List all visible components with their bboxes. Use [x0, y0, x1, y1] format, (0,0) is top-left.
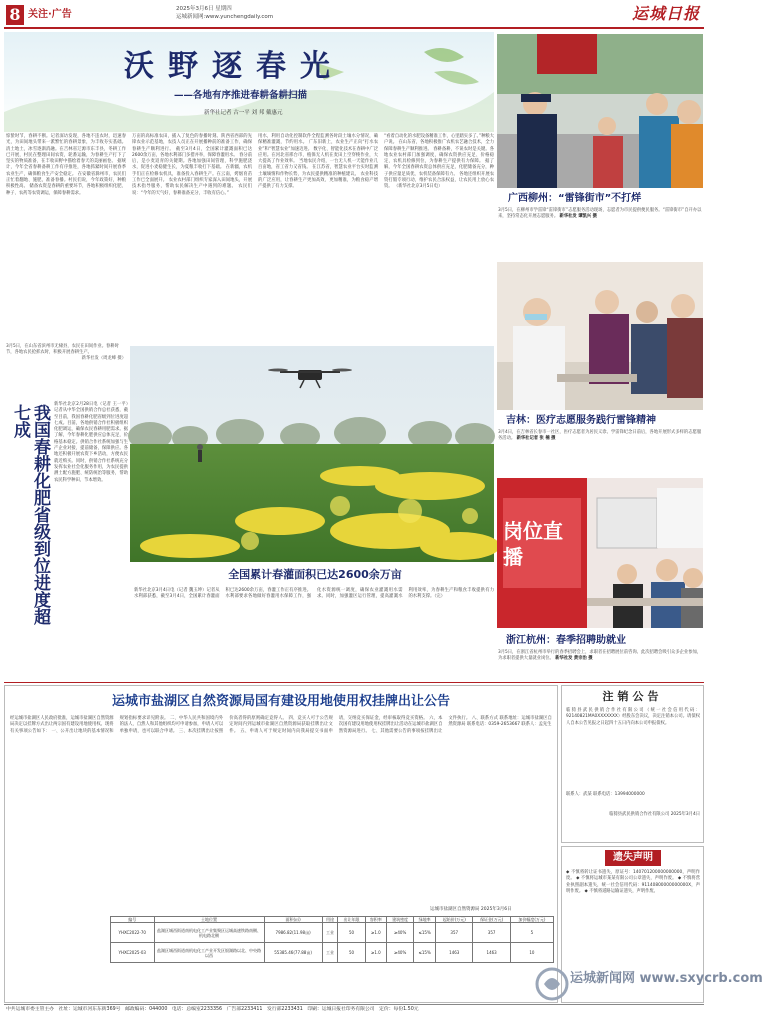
- main-story-title: 沃野逐春光: [124, 49, 344, 84]
- hangzhou-banner: 岗位直播: [503, 519, 563, 569]
- cell-increment: 10: [510, 943, 553, 963]
- cell-term: 50: [338, 923, 365, 943]
- fertilizer-story-title-block: [10, 404, 52, 644]
- land-table: [110, 916, 554, 963]
- main-story-col-3: 用水，利用自动化控制软件全程监测各时段土壤水分情况，确保精准灌溉，节约用水。 广东旧新上，农业生产正向“打水农业”和“智慧农业”加速迈进。 数字化、智能化技术在春耕中广泛应用。在河北省邢台市，植保无人机在麦田上空穿梭作业，大大提高了作业效率。 当地农民介绍，一台无人机一天能作业几百亩地，省工省力又省钱。 在江苏省，智慧农业平台实时监测土壤墒情和作物长势，为农民提供精准的种植建议。 农业科技的广泛应用，让春耕生产更加高效、更加精准，为粮食稳产增产提供了有力支撑。: [258, 134, 378, 190]
- cell-plot-ratio: ≥1.0: [365, 923, 386, 943]
- website-text: 运城新闻网:www.yunchengdaily.com: [176, 14, 274, 20]
- cell-use: 工业: [322, 943, 338, 963]
- footer-item: 定价：每份1.50元: [379, 1007, 419, 1012]
- section-title: 关注·广告: [28, 9, 72, 20]
- cancel-notice-text: 临猗县武民供销合作社有限公司（统一社会信用代码：92140821MA0XXXXXXX）经股东会决议，决定注销本公司。请债权人自本公告见报之日起四十五日内向本公司申报债权。: [566, 708, 700, 726]
- liuzhou-credit: 新华社发 谭凯兴 摄: [559, 214, 597, 220]
- cell-plot-ratio: ≥1.0: [365, 943, 386, 963]
- th-plot-ratio: 容积率: [365, 917, 386, 923]
- th-use: 用途: [322, 917, 338, 923]
- cell-location: 盐湖区城西街道南机电化工产业集聚区运城高速铁路南侧、机电路北侧: [154, 923, 264, 943]
- paper-logo: 运城日报: [631, 4, 700, 23]
- main-photo-caption-text: 3月5日，在山东省滨州市无棣县，农民在田间作业。春耕时节，各地农民抢抓农时，积极开展春耕生产。: [6, 344, 119, 356]
- jilin-image: [497, 262, 703, 410]
- jilin-credit: 新华社记者 张 楠 摄: [516, 436, 556, 442]
- cell-green-rate: ≤15%: [414, 923, 436, 943]
- drone-field-image: [130, 346, 494, 562]
- liuzhou-caption: [498, 208, 704, 236]
- watermark-text: 运城新闻网 www.sxycrb.com: [570, 971, 763, 986]
- cell-start-price: 1463: [436, 943, 473, 963]
- th-deposit: 保证金(万元): [473, 917, 510, 923]
- th-increment: 加价幅度(万元): [510, 917, 553, 923]
- main-story-col-2: 万亩的高标准农田，插入了复色的春播时刻。陕西省西部的先锋农业示范基地，农技人员正在开展播种前的准备工作，确保春耕生产顺利进行。 截至3月4日，全国累计灌溉面积已达2600余万亩，各地水利部门多措并举，保障春灌用水。 春分前后，是小麦返青的关键期。各地加强田间管理，科学施肥浇水，促进小麦稳健生长，为夏粮丰收打下基础。 在新疆，农机手们正在检修农机具，准备投入春耕生产。在云南，烤烟育苗工作已全面展开。 农业农村部门组织专家深入田间地头，开展技术指导服务，帮助农民解决生产中遇到的难题。 农民们说：“今年的天气好，春耕准备充分，丰收有信心。”: [132, 134, 252, 196]
- main-photo-credit: 新华社发（周龙峰 摄）: [81, 356, 126, 362]
- footer-item: 印刷：运城日报社印务有限公司: [307, 1007, 375, 1012]
- irrigation-story-text: 新华社北京3月4日电（记者 魏玉坤）记者从水利部获悉，截至3月4日，全国累计春灌面积已达2600余万亩，春灌工作正有序推进。水利部要求各地做好春灌用水保障工作，强化水资源统一调度，确保农业灌溉用水需求。同时，加强灌区运行管理，提高灌溉水利用效率，为春耕生产和粮食丰收提供有力的水利支撑。（完）: [134, 588, 494, 600]
- th-start-price: 起始价(万元): [436, 917, 473, 923]
- header-rule: [4, 27, 704, 29]
- cell-code: YHXC2025-03: [111, 943, 155, 963]
- cell-area: 7986.82(11.98亩): [264, 923, 322, 943]
- fertilizer-story-title: 我国春耕化肥省级到位进度超七成: [10, 404, 50, 625]
- footer-rule: [4, 1004, 704, 1005]
- cell-density: ≥40%: [387, 923, 414, 943]
- table-row: [111, 943, 554, 963]
- page-number: 8: [6, 5, 24, 25]
- jilin-title: 吉林：医疗志愿服务践行雷锋精神: [506, 415, 656, 426]
- footer-item: 邮政编码：044000: [125, 1007, 168, 1012]
- lost-notice-title: 遗失声明: [605, 850, 661, 866]
- main-story-col-4: “看着自动化的水肥设备精准工作，心里踏实多了。”种粮大户说。 在山东省，各地积极推广农机农艺融合技术，全力保障春耕生产顺利推进。 春耕备耕，不误农时是关键。各地农业农村部门加强调度，确保农资供应充足、价格稳定，农机具检修到位，为春耕生产提供有力保障。 据了解，今年全国春耕农资总体供应充足，化肥储备充分，种子供应量足质优，农机装备保障有力。 各地还组织开展农资打假专项行动，维护农民合法权益，让农民用上放心农资。 （新华社北京3月5日电）: [384, 134, 494, 190]
- th-green-rate: 绿地率: [414, 917, 436, 923]
- land-notice-title: 运城市盐湖区自然资源局国有建设用地使用权挂牌出让公告: [111, 694, 450, 709]
- cancel-notice-title: 注销公告: [602, 690, 663, 703]
- footer-bar: [6, 1006, 706, 1014]
- cell-location: 盐湖区城西街道南机电化工产业开发区银湖路以北、中央路以西: [154, 943, 264, 963]
- cell-density: ≥40%: [387, 943, 414, 963]
- hangzhou-caption-text: 3月5日，在浙江省杭州市举行的春季招聘会上，求职者在招聘展位前咨询。此次招聘会吸引众多企业参加，为求职者提供大量就业岗位。: [498, 650, 702, 662]
- watermark-logo-icon: [534, 966, 570, 1002]
- liuzhou-caption-text: 3月5日，在柳州市学雷锋“雷锋街市”志愿服务活动现场，志愿者为市民提供便民服务。“雷锋街市”自开办以来，坚持常态化开展志愿服务。: [498, 208, 702, 220]
- th-code: 编号: [111, 917, 155, 923]
- irrigation-story-title: 全国累计春灌面积已达2600余万亩: [228, 568, 402, 581]
- jilin-caption-text: 3月4日，在吉林省长春市一社区，医疗志愿者为居民义诊。学雷锋纪念日前后，各地开展形式多样的志愿服务活动。: [498, 430, 702, 442]
- cancel-notice-signoff: 临猗县武民供销合作社有限公司 2025年3月4日: [609, 812, 700, 817]
- main-story-subtitle: ——各地有序推进春耕备耕扫描: [174, 90, 308, 101]
- hangzhou-caption: [498, 650, 704, 678]
- land-notice-text: 经运城市盐湖区人民政府批准，运城市盐湖区自然资源局决定以挂牌方式出让两宗国有建设用地使用权。现将有关事项公告如下： 一、公开出让地块的基本情况和规划指标要求详见附表。 二、中华人民共和国境内外的法人、自然人和其他组织均可申请参加，申请人可以单独申请，也可以联合申请。 三、本次挂牌出让按照价高者得的原则确定竞得人。 四、竞买人可于公告规定时间内到运城市盐湖区自然资源局获取挂牌出让文件。 五、申请人可于规定时间内向我局提交书面申请，交纳竞买保证金，经审核取得竞买资格。 六、本次国有建设用地使用权挂牌出让活动在运城市盐湖区自然资源局进行。 七、其他需要公告的事项按挂牌出让文件执行。 八、联系方式 联系地址：运城市盐湖区自然资源局 联系电话：0359-2653667 联系人：孟先生: [10, 716, 552, 734]
- footer-item: 社址：运城市河东东街369号: [58, 1007, 121, 1012]
- hangzhou-credit: 新华社发 黄宗治 摄: [555, 656, 593, 662]
- main-story-byline: 新华社记者 古一平 刘 邦 戴惠元: [204, 110, 283, 116]
- cell-start-price: 357: [436, 923, 473, 943]
- cell-increment: 5: [510, 923, 553, 943]
- footer-item: 广告部2233411: [226, 1007, 263, 1012]
- hangzhou-photo: [497, 478, 703, 628]
- table-row: [111, 923, 554, 943]
- hangzhou-title: 浙江杭州：春季招聘助就业: [506, 635, 626, 646]
- th-term: 出让年限: [338, 917, 365, 923]
- cell-deposit: 1463: [473, 943, 510, 963]
- main-story-col-1: 惊蛰时节，春耕不断。记者深访发现，各地不违农时，迅速春光，为田间地头带来一派繁忙的春耕景象，为丰收夯实基础。 清土地土，冰雪逐渐消融。在吉林省辽源市东丰县，冬耕工作已开展，村民在整理田间农资，轮番运输，为春耕生产打下了坚实的物质准备，在丰收田野中描绘着春天的美丽画卷。 据统计，今年全省春耕备耕工作有序推进，各地抓紧时间开展春季农业生产，确保粮食生产安全稳定。 在安徽省滁州市，农民们正忙着翻地、施肥，准备春播。村民们说，今年政策好，种粮积极性高。 储备农资是春耕的重要环节，各地积极组织化肥、种子、农药等农资调运，保障春耕需求。: [6, 134, 126, 196]
- date-line: [176, 5, 273, 21]
- footer-item: 中共运城市委主管主办: [6, 1007, 54, 1012]
- liuzhou-image: [497, 34, 703, 188]
- th-area: 面积(㎡): [264, 917, 322, 923]
- cell-use: 工业: [322, 923, 338, 943]
- drone-field-photo: [130, 346, 494, 562]
- jilin-caption: [498, 430, 704, 454]
- footer-item: 发行部2233431: [267, 1007, 303, 1012]
- cell-area: 55385.46(77.88亩): [264, 943, 322, 963]
- liuzhou-photo: [497, 34, 703, 188]
- cell-code: YHXC2022-70: [111, 923, 155, 943]
- cell-deposit: 357: [473, 923, 510, 943]
- fertilizer-story-text: 新华社北京2月28日电（记者 王一平）记者从中华全国供销合作总社获悉，截至目前，我国春耕化肥省级到位进度超七成。目前，各地供销合作社积极组织化肥调运，确保农民春耕用肥需求。据了解，今年春耕化肥供应总体充足，价格基本稳定。供销合作社系统加强与生产企业对接，提前储备，保障供应。各地还积极开展农资下乡活动，方便农民就近购买。同时，供销合作社系统充分发挥农业社会化服务作用，为农民提供测土配方施肥、统防统治等服务，帮助农民科学种田、节本增效。: [54, 402, 128, 483]
- cell-term: 50: [338, 943, 365, 963]
- land-notice-signoff: 运城市盐湖区自然资源局 2025年3月6日: [430, 907, 512, 912]
- th-density: 建筑密度: [387, 917, 414, 923]
- cancel-notice-contacts: 联系人：武某 联系电话：13994000000: [566, 792, 645, 797]
- cell-green-rate: ≤15%: [414, 943, 436, 963]
- ad-divider: [4, 682, 704, 683]
- jilin-photo: [497, 262, 703, 410]
- main-photo-caption: [6, 344, 126, 384]
- footer-item: 电话：总编室2233356: [171, 1007, 223, 1012]
- liuzhou-title: 广西柳州：“雷锋街市”不打烊: [508, 193, 642, 204]
- th-location: 土地位置: [154, 917, 264, 923]
- lost-notice-text: ◆ 不慎将转让证书遗失，原证号：140701200000000000，声明作废。 ◆ 不慎将运城市某某有限公司公章遗失，声明作废。 ◆ 不慎将营业执照副本遗失，统一社会信用代码：91140800000000000X，声明作废。 ◆ 不慎将道路运输证遗失，声明作废。: [566, 870, 700, 894]
- main-story-header: [4, 32, 494, 132]
- date-text: 2025年3月6日 星期四: [176, 6, 232, 12]
- site-watermark: [534, 966, 763, 1002]
